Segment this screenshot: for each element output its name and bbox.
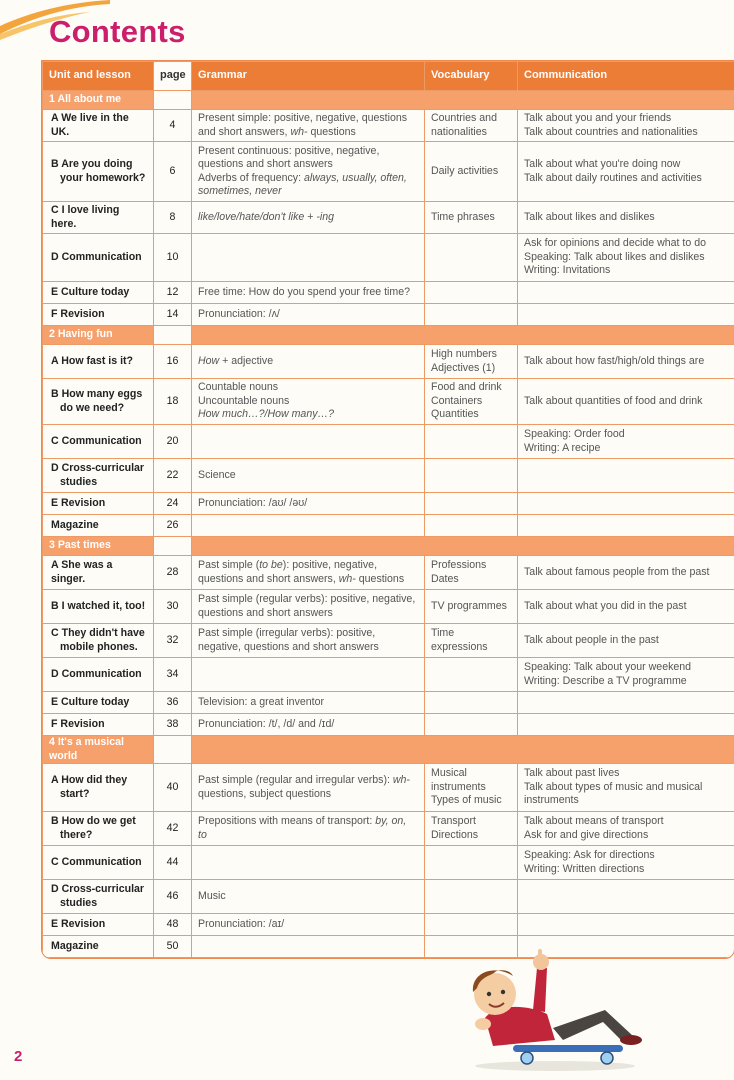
lesson-label: A We live in the UK.	[51, 112, 129, 138]
grammar-cell: Past simple (regular verbs): positive, negative, questions and short answers	[192, 590, 425, 624]
table-row	[43, 202, 734, 234]
lesson-cell	[43, 846, 154, 880]
lesson-cell	[43, 936, 154, 958]
table-row	[43, 590, 734, 624]
grammar-cell: Past simple (regular and irregular verbs): wh- questions, subject questions	[192, 764, 425, 812]
page-cell: 24	[154, 493, 192, 515]
lesson-cell	[43, 459, 154, 493]
communication-cell: Talk about famous people from the past	[518, 556, 734, 590]
contents-table	[42, 61, 734, 958]
lesson-cell	[43, 142, 154, 202]
communication-cell: Talk about how fast/high/old things are	[518, 345, 734, 379]
vocabulary-cell: Transport Directions	[425, 812, 518, 846]
page-cell: 26	[154, 515, 192, 537]
lesson-label: A How did they	[51, 774, 128, 786]
header-page: page	[154, 62, 192, 91]
page-cell: 46	[154, 880, 192, 914]
lesson-cell	[43, 658, 154, 692]
unit-title: 2 Having fun	[43, 326, 154, 345]
lesson-cell	[43, 493, 154, 515]
table-row	[43, 624, 734, 658]
vocabulary-cell	[425, 459, 518, 493]
communication-cell: Talk about people in the past	[518, 624, 734, 658]
communication-cell: Speaking: Order food Writing: A recipe	[518, 425, 734, 459]
vocabulary-cell	[425, 515, 518, 537]
communication-cell	[518, 304, 734, 326]
lesson-label: B How do we get	[51, 815, 136, 827]
lesson-cell	[43, 714, 154, 736]
lesson-label: D Cross-curricular	[51, 462, 145, 474]
unit-header-row	[43, 537, 734, 556]
vocabulary-cell: Daily activities	[425, 142, 518, 202]
vocabulary-cell: Professions Dates	[425, 556, 518, 590]
table-header-row	[43, 62, 734, 91]
page-cell: 12	[154, 282, 192, 304]
table-row	[43, 110, 734, 142]
page-cell: 18	[154, 379, 192, 425]
page-cell: 30	[154, 590, 192, 624]
lesson-cell	[43, 880, 154, 914]
vocabulary-cell: TV programmes	[425, 590, 518, 624]
contents-table-container	[41, 60, 734, 959]
communication-cell	[518, 459, 734, 493]
lesson-label: B Are you doing	[51, 158, 133, 170]
header-communication: Communication	[518, 62, 734, 91]
grammar-cell: Past simple (irregular verbs): positive, negative, questions and short answers	[192, 624, 425, 658]
lesson-label: D Communication	[51, 667, 142, 680]
header-grammar: Grammar	[192, 62, 425, 91]
grammar-cell: Past simple (to be): positive, negative, questions and short answers, wh- questions	[192, 556, 425, 590]
lesson-cell	[43, 304, 154, 326]
lesson-cell	[43, 379, 154, 425]
lesson-cell	[43, 624, 154, 658]
table-row	[43, 459, 734, 493]
header-unit-and-lesson: Unit and lesson	[43, 62, 154, 91]
vocabulary-cell: Food and drink Containers Quantities	[425, 379, 518, 425]
table-row	[43, 658, 734, 692]
table-row	[43, 556, 734, 590]
lesson-label: Magazine	[51, 939, 99, 952]
grammar-cell: Pronunciation: /aɪ/	[192, 914, 425, 936]
vocabulary-cell	[425, 880, 518, 914]
lesson-label: your homework?	[60, 171, 146, 184]
vocabulary-cell: Time phrases	[425, 202, 518, 234]
lesson-label: E Revision	[51, 496, 106, 509]
vocabulary-cell: Time expressions	[425, 624, 518, 658]
lesson-cell	[43, 590, 154, 624]
table-row	[43, 493, 734, 515]
lesson-cell	[43, 556, 154, 590]
unit-header-row	[43, 326, 734, 345]
lesson-cell	[43, 345, 154, 379]
communication-cell	[518, 914, 734, 936]
grammar-cell: Pronunciation: /t/, /d/ and /ɪd/	[192, 714, 425, 736]
vocabulary-cell	[425, 234, 518, 282]
vocabulary-cell	[425, 282, 518, 304]
page-cell: 32	[154, 624, 192, 658]
table-row	[43, 692, 734, 714]
lesson-label: mobile phones.	[60, 640, 138, 653]
lesson-label: A How fast is it?	[51, 354, 134, 367]
unit-header-row	[43, 736, 734, 764]
page-cell: 6	[154, 142, 192, 202]
page-cell: 48	[154, 914, 192, 936]
lesson-cell	[43, 914, 154, 936]
communication-cell	[518, 714, 734, 736]
table-row	[43, 425, 734, 459]
unit-title: 1 All about me	[43, 91, 154, 110]
lesson-label: B I watched it, too!	[51, 599, 146, 612]
vocabulary-cell: High numbers Adjectives (1)	[425, 345, 518, 379]
grammar-cell	[192, 846, 425, 880]
grammar-cell: Science	[192, 459, 425, 493]
communication-cell: Talk about past lives Talk about types of music and musical instruments	[518, 764, 734, 812]
lesson-cell	[43, 110, 154, 142]
header-vocabulary: Vocabulary	[425, 62, 518, 91]
page-cell: 36	[154, 692, 192, 714]
grammar-cell: Pronunciation: /ʌ/	[192, 304, 425, 326]
lesson-label: F Revision	[51, 717, 105, 730]
lesson-cell	[43, 282, 154, 304]
communication-cell: Talk about what you're doing now Talk about daily routines and activities	[518, 142, 734, 202]
grammar-cell: Music	[192, 880, 425, 914]
communication-cell: Talk about what you did in the past	[518, 590, 734, 624]
table-row	[43, 846, 734, 880]
grammar-cell	[192, 425, 425, 459]
unit-header-row	[43, 91, 734, 110]
page-cell: 20	[154, 425, 192, 459]
table-row	[43, 812, 734, 846]
communication-cell: Talk about likes and dislikes	[518, 202, 734, 234]
lesson-label: Magazine	[51, 518, 99, 531]
grammar-cell: Pronunciation: /aʊ/ /əʊ/	[192, 493, 425, 515]
page-cell: 44	[154, 846, 192, 880]
table-row	[43, 304, 734, 326]
table-row	[43, 282, 734, 304]
vocabulary-cell: Musical instruments Types of music	[425, 764, 518, 812]
lesson-label: C Communication	[51, 434, 142, 447]
vocabulary-cell	[425, 658, 518, 692]
lesson-label: E Revision	[51, 917, 106, 930]
communication-cell: Speaking: Ask for directions Writing: Written directions	[518, 846, 734, 880]
page-cell: 38	[154, 714, 192, 736]
communication-cell: Talk about you and your friends Talk about countries and nationalities	[518, 110, 734, 142]
grammar-cell	[192, 936, 425, 958]
communication-cell: Ask for opinions and decide what to do Speaking: Talk about likes and dislikes Writing: Invitations	[518, 234, 734, 282]
table-row	[43, 345, 734, 379]
lesson-cell	[43, 425, 154, 459]
vocabulary-cell: Countries and nationalities	[425, 110, 518, 142]
vocabulary-cell	[425, 425, 518, 459]
unit-title: 4 It's a musical world	[43, 736, 154, 764]
lesson-cell	[43, 764, 154, 812]
communication-cell	[518, 880, 734, 914]
grammar-cell	[192, 515, 425, 537]
page-cell: 28	[154, 556, 192, 590]
lesson-label: D Cross-curricular	[51, 883, 145, 895]
lesson-label: start?	[60, 787, 90, 800]
vocabulary-cell	[425, 914, 518, 936]
lesson-cell	[43, 692, 154, 714]
lesson-label: C They didn't have	[51, 627, 145, 639]
lesson-label: E Culture today	[51, 285, 130, 298]
table-row	[43, 142, 734, 202]
communication-cell: Talk about quantities of food and drink	[518, 379, 734, 425]
lesson-label: C I love living here.	[51, 204, 120, 230]
communication-cell	[518, 493, 734, 515]
page-title: Contents	[49, 14, 186, 49]
vocabulary-cell	[425, 846, 518, 880]
lesson-label: D Communication	[51, 250, 142, 263]
page-cell: 8	[154, 202, 192, 234]
table-row	[43, 714, 734, 736]
grammar-cell: Television: a great inventor	[192, 692, 425, 714]
table-row	[43, 914, 734, 936]
page-cell: 34	[154, 658, 192, 692]
lesson-label: do we need?	[60, 401, 125, 414]
table-row	[43, 764, 734, 812]
grammar-cell: Present continuous: positive, negative, questions and short answers Adverbs of frequency: always, usually, often, sometimes, never	[192, 142, 425, 202]
lesson-label: E Culture today	[51, 695, 130, 708]
page-number: 2	[14, 1048, 23, 1065]
lesson-cell	[43, 812, 154, 846]
lesson-label: A She was a singer.	[51, 559, 113, 585]
page-cell: 10	[154, 234, 192, 282]
vocabulary-cell	[425, 493, 518, 515]
lesson-label: studies	[60, 475, 98, 488]
vocabulary-cell	[425, 714, 518, 736]
grammar-cell: How + adjective	[192, 345, 425, 379]
page-cell: 50	[154, 936, 192, 958]
communication-cell: Speaking: Talk about your weekend Writing: Describe a TV programme	[518, 658, 734, 692]
page-cell: 14	[154, 304, 192, 326]
lesson-cell	[43, 202, 154, 234]
page-cell: 42	[154, 812, 192, 846]
grammar-cell: Prepositions with means of transport: by, on, to	[192, 812, 425, 846]
page-cell: 16	[154, 345, 192, 379]
lesson-label: C Communication	[51, 855, 142, 868]
lesson-label: studies	[60, 896, 98, 909]
table-row	[43, 515, 734, 537]
lesson-label: there?	[60, 828, 93, 841]
unit-title: 3 Past times	[43, 537, 154, 556]
communication-cell: Talk about means of transport Ask for and give directions	[518, 812, 734, 846]
vocabulary-cell	[425, 692, 518, 714]
lesson-label: B How many eggs	[51, 388, 143, 400]
grammar-cell: Present simple: positive, negative, questions and short answers, wh- questions	[192, 110, 425, 142]
grammar-cell: Countable nouns Uncountable nouns How much…?/How many…?	[192, 379, 425, 425]
page-cell: 40	[154, 764, 192, 812]
lesson-label: F Revision	[51, 307, 105, 320]
communication-cell	[518, 282, 734, 304]
communication-cell	[518, 515, 734, 537]
table-body	[43, 91, 734, 958]
boy-on-skateboard-illustration	[455, 948, 655, 1072]
vocabulary-cell	[425, 304, 518, 326]
table-row	[43, 880, 734, 914]
table-row	[43, 234, 734, 282]
grammar-cell: like/love/hate/don't like + -ing	[192, 202, 425, 234]
grammar-cell	[192, 658, 425, 692]
lesson-cell	[43, 515, 154, 537]
grammar-cell	[192, 234, 425, 282]
lesson-cell	[43, 234, 154, 282]
communication-cell	[518, 692, 734, 714]
table-row	[43, 379, 734, 425]
grammar-cell: Free time: How do you spend your free time?	[192, 282, 425, 304]
page-cell: 22	[154, 459, 192, 493]
page-cell: 4	[154, 110, 192, 142]
